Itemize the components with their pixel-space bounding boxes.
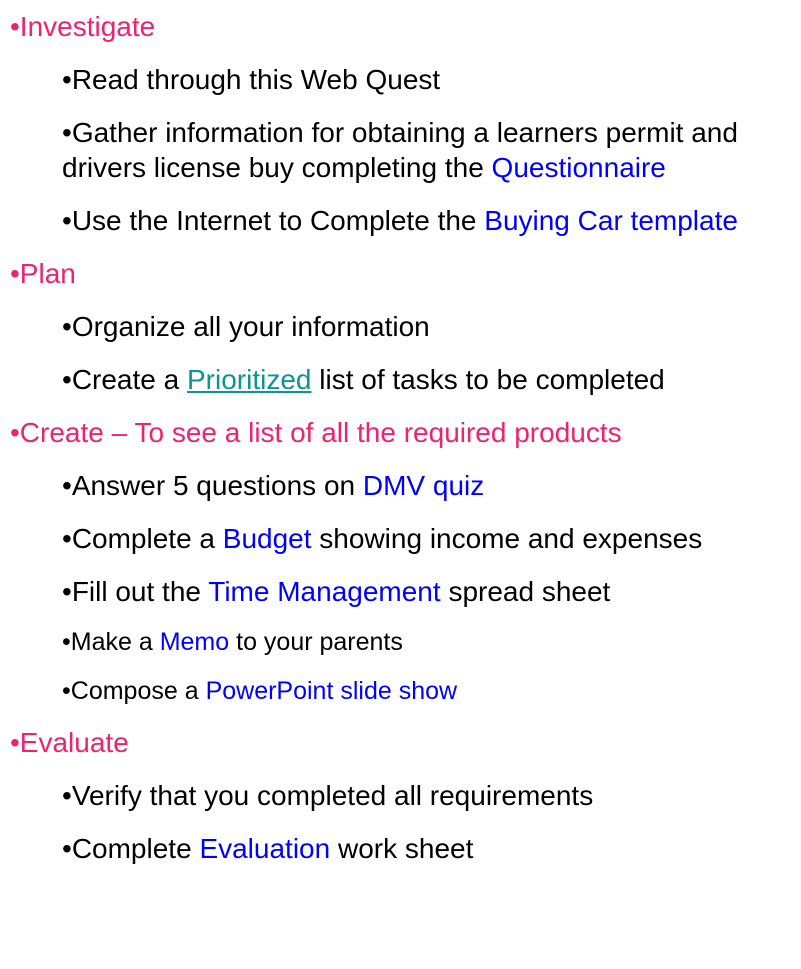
text-segment: work sheet xyxy=(330,833,474,864)
section-plan xyxy=(10,256,801,397)
bullet-icon: • xyxy=(62,117,72,148)
bullet-icon: • xyxy=(62,677,71,705)
text-segment: Organize all your information xyxy=(71,311,430,342)
link-memo[interactable]: Memo xyxy=(159,628,230,656)
bullet-icon: • xyxy=(62,364,72,395)
link-buying-car-template[interactable]: Buying Car template xyxy=(484,205,738,236)
text-segment: Fill out the xyxy=(71,576,209,607)
bullet-item xyxy=(62,468,784,503)
bullet-item xyxy=(62,627,784,658)
bullet-item xyxy=(62,676,784,707)
bullet-icon: • xyxy=(62,628,71,656)
bullet-icon: • xyxy=(62,576,72,607)
bullet-item xyxy=(62,309,784,344)
bullet-item xyxy=(62,62,784,97)
text-segment: Use the Internet to Complete the xyxy=(71,205,485,236)
text-segment: Verify that you completed all requirements xyxy=(71,780,594,811)
section-heading-plan: •Plan xyxy=(10,258,76,289)
bullet-icon: • xyxy=(62,64,72,95)
bullet-icon: • xyxy=(62,205,72,236)
bullet-icon: • xyxy=(62,311,72,342)
bullet-item xyxy=(62,574,784,609)
bullet-item xyxy=(62,362,784,397)
text-segment: to your parents xyxy=(229,628,403,656)
section-heading-evaluate: •Evaluate xyxy=(10,727,129,758)
text-segment: Compose a xyxy=(70,677,206,705)
text-segment: Complete xyxy=(71,833,200,864)
text-segment: Read through this Web Quest xyxy=(71,64,441,95)
link-dmv-quiz[interactable]: DMV quiz xyxy=(362,470,485,501)
text-segment: spread sheet xyxy=(440,576,611,607)
section-investigate xyxy=(10,9,801,238)
link-time-management[interactable]: Time Management xyxy=(208,576,441,607)
link-prioritized[interactable]: Prioritized xyxy=(186,364,312,395)
bullet-icon: • xyxy=(62,470,72,501)
bullet-icon: • xyxy=(62,833,72,864)
section-create xyxy=(10,415,801,707)
text-segment: showing income and expenses xyxy=(311,523,703,554)
bullet-item xyxy=(62,778,784,813)
section-evaluate xyxy=(10,725,801,866)
section-heading-investigate: •Investigate xyxy=(10,11,156,42)
bullet-icon: • xyxy=(62,780,72,811)
bullet-item xyxy=(62,521,784,556)
bullet-item xyxy=(62,831,784,866)
link-powerpoint-slide-show[interactable]: PowerPoint slide show xyxy=(205,677,458,705)
bullet-icon: • xyxy=(62,523,72,554)
link-evaluation[interactable]: Evaluation xyxy=(199,833,331,864)
link-questionnaire[interactable]: Questionnaire xyxy=(491,152,666,183)
link-budget[interactable]: Budget xyxy=(222,523,312,554)
bullet-item xyxy=(62,203,784,238)
text-segment: Create a xyxy=(71,364,187,395)
text-segment: Complete a xyxy=(71,523,223,554)
section-heading-create: •Create – To see a list of all the required products xyxy=(10,417,622,448)
bullet-item xyxy=(62,115,784,185)
text-segment: Answer 5 questions on xyxy=(71,470,363,501)
text-segment: list of tasks to be completed xyxy=(311,364,665,395)
text-segment: Gather information for obtaining a learners permit and drivers license buy completing the xyxy=(62,117,738,183)
text-segment: Make a xyxy=(70,628,160,656)
